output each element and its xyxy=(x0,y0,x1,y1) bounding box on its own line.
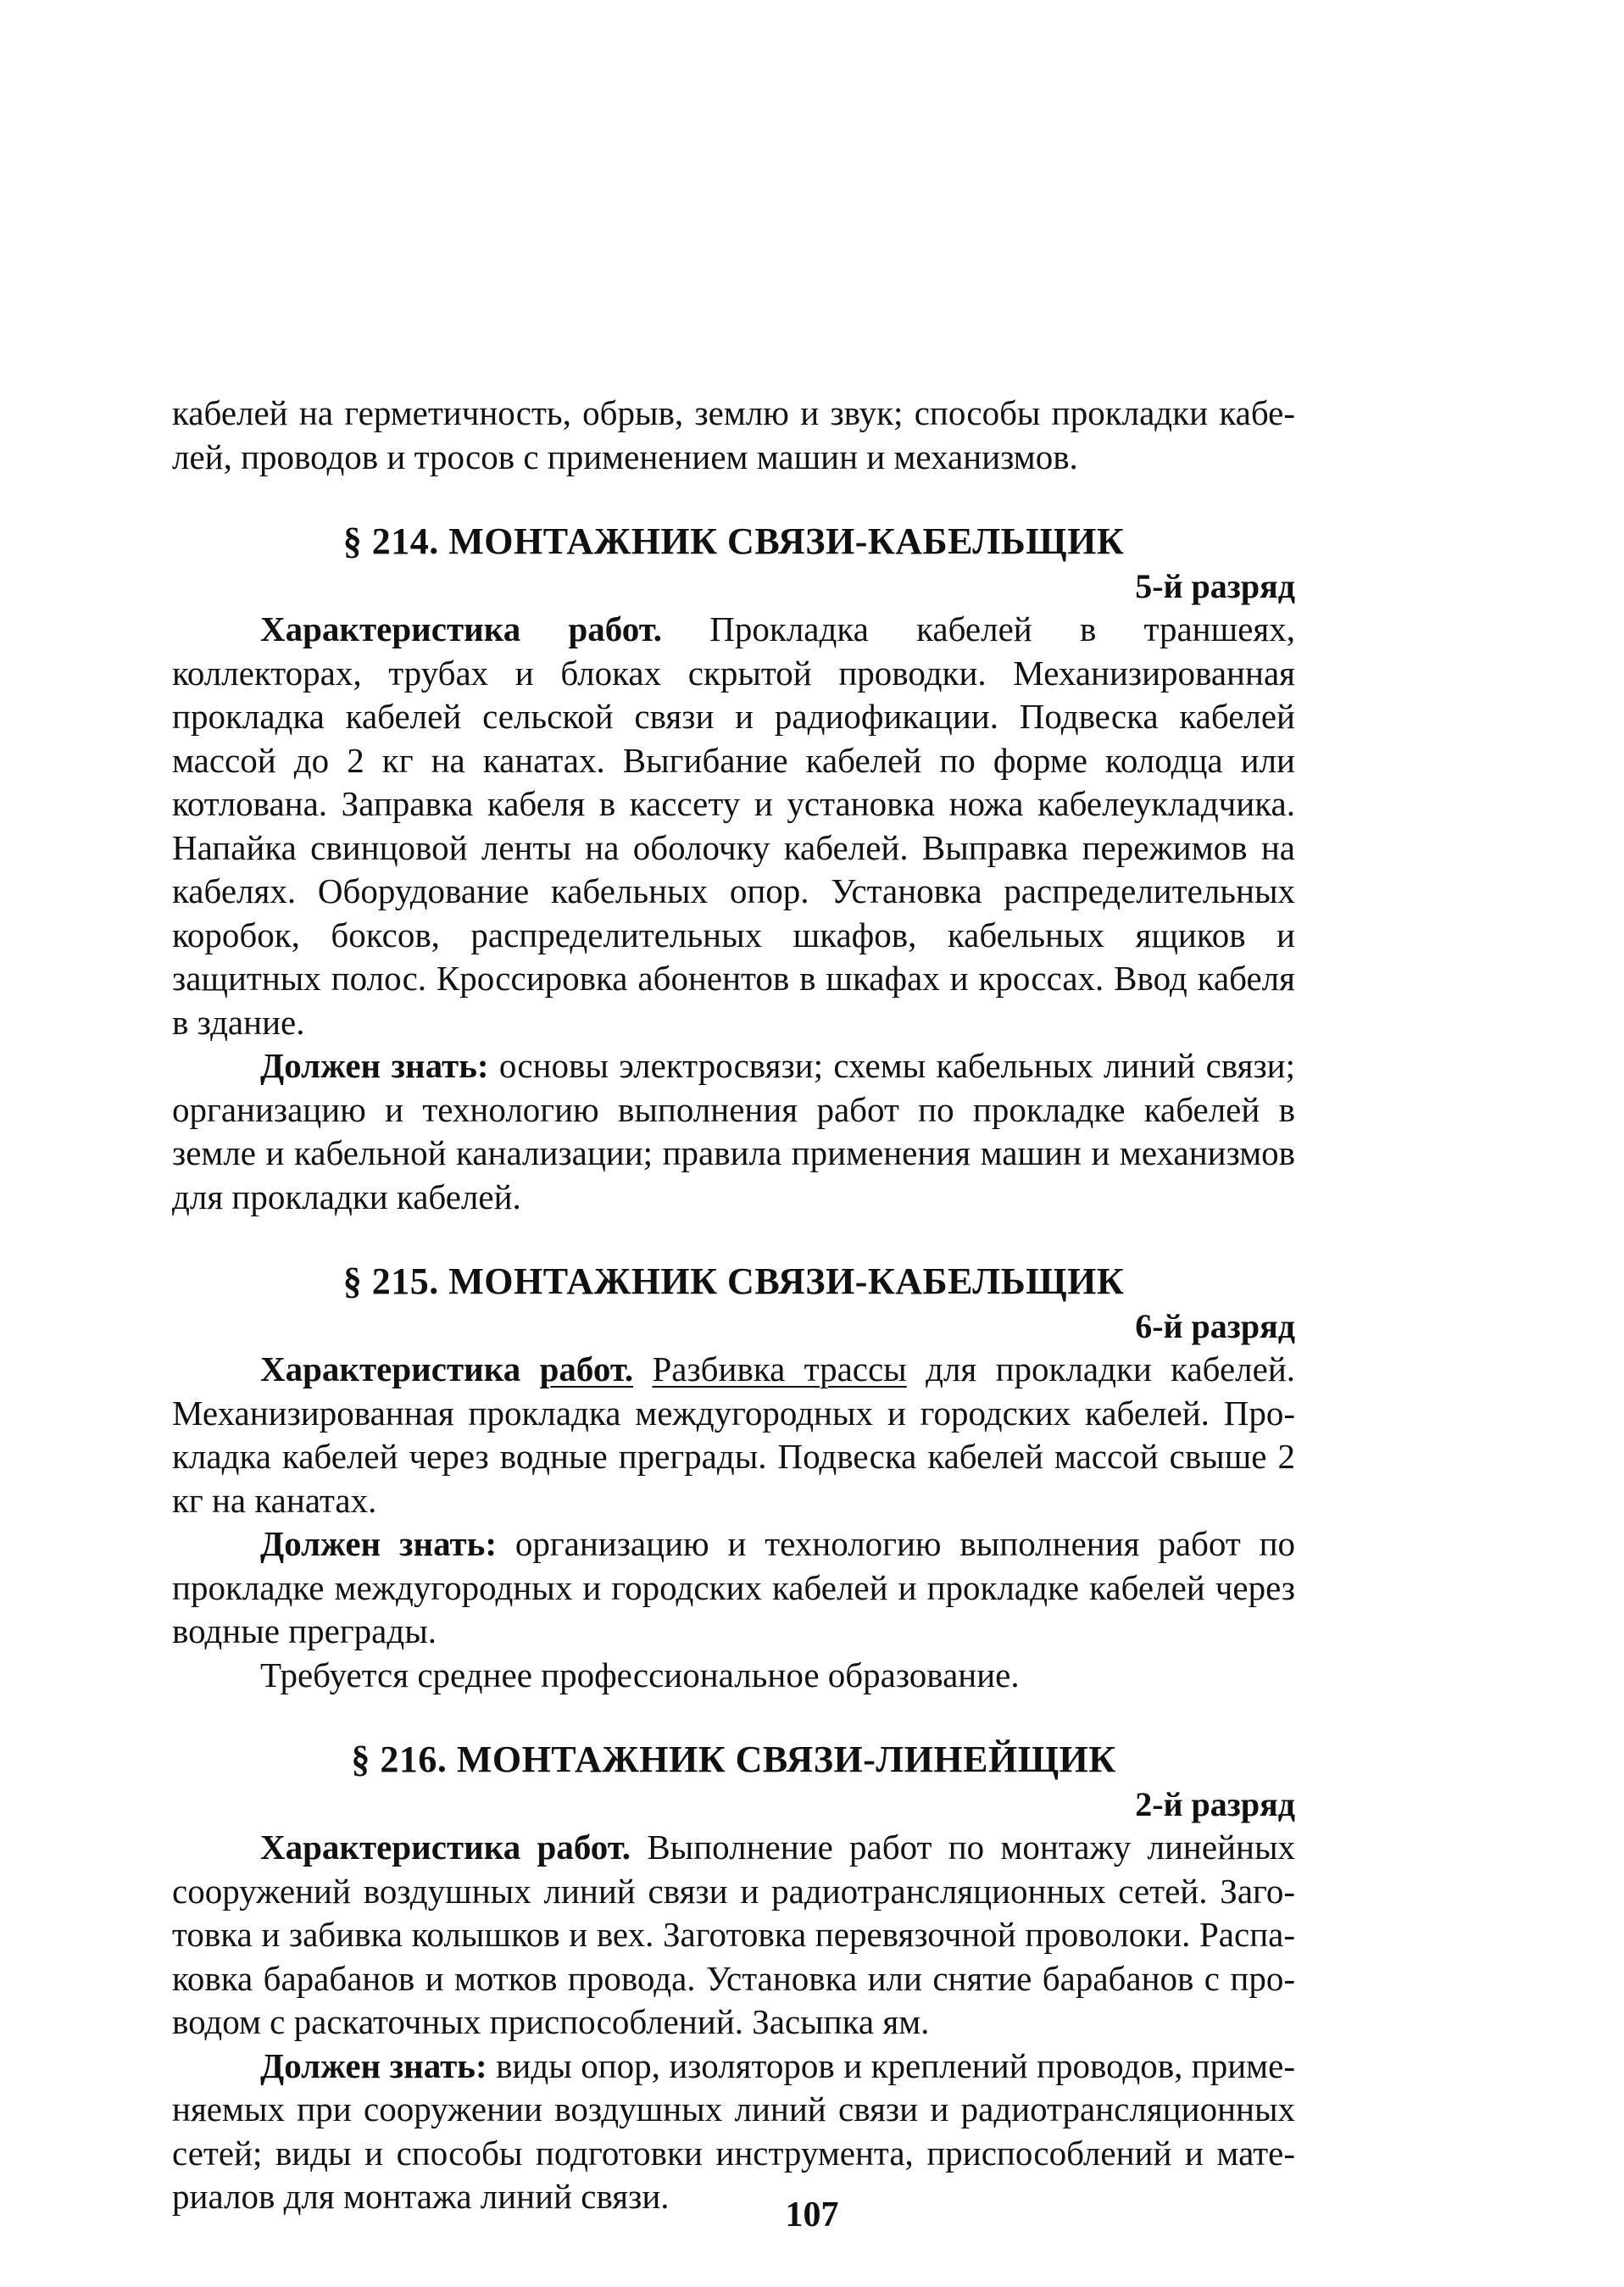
intro-paragraph: кабелей на герметичность, обрыв, землю и звук; способы прокладки кабелей, проводов и тросов с применением машин и механизмов. xyxy=(172,393,1295,476)
section-title: § 214. МОНТАЖНИК СВЯЗИ-КАБЕЛЬЩИК xyxy=(342,520,1125,562)
work-description xyxy=(172,608,1295,1044)
work-label: Характеристика xyxy=(260,1349,521,1388)
work-label: Характеристика работ. xyxy=(260,1828,631,1867)
knowledge-requirements xyxy=(172,1044,1295,1219)
know-text: виды опор, изоляторов и креплений проводов, применяемых при сооружении воздушных линий связи и радиотрансляционных сетей; виды и способы подготовки инструмента, приспособлений и материалов для монтажа линий связи. xyxy=(172,2045,1295,2216)
grade-label: 6-й разряд xyxy=(1135,1307,1295,1345)
section-216 xyxy=(172,1736,1295,2219)
grade-label: 2-й разряд xyxy=(1135,1785,1295,1823)
section-title: § 216. МОНТАЖНИК СВЯЗИ-ЛИНЕЙЩИК xyxy=(351,1739,1116,1780)
knowledge-requirements xyxy=(172,2045,1295,2219)
work-text: для прокладки кабелей. Механизированная прокладка междугородных и городских кабелей. Прокладка кабелей через водные преграды. Подвеска кабелей массой свыше 2 кг на канатах. xyxy=(172,1349,1296,1520)
work-text: Выполнение работ по монтажу линейных сооружений воздушных линий связи и радиотрансляционных сетей. Заготовка и забивка колышков и вех. Заготовка перевязочной проволоки. Распаковка барабанов и мотков провода. Установка или снятие барабанов с проводом с раскаточных приспособлений. Засыпка ям. xyxy=(172,1828,1295,2041)
know-label: Должен знать: xyxy=(260,1046,489,1085)
work-description xyxy=(172,1826,1295,2045)
work-label-underlined: работ. xyxy=(539,1349,634,1388)
work-description xyxy=(172,1348,1295,1522)
know-label: Должен знать: xyxy=(260,1524,498,1563)
know-text: организацию и технологию выполнения работ по прокладке междугородных и городских кабелей и прокладке кабелей через водные преграды. xyxy=(172,1524,1296,1650)
page-content xyxy=(172,392,1295,2219)
grade-label: 5-й разряд xyxy=(1135,567,1295,605)
section-215 xyxy=(172,1258,1295,1697)
section-214 xyxy=(172,518,1295,1219)
work-text-underlined: Разбивка трассы xyxy=(652,1349,907,1388)
work-text: Прокладка кабелей в траншеях, коллекторах, трубах и блоках скрытой проводки. Механизированная прокладка кабелей сельской связи и радиофикации. Подвеска кабелей массой до 2 кг на канатах. Выгибание кабелей по форме колодца или котлована. Заправка кабеля в кассету и установка ножа кабелеукладчика. Напайка свинцовой ленты на оболочку кабелей. Выправка пережимов на кабелях. Оборудование кабельных опор. Установка распределительных коробок, боксов, распределительных шкафов, кабельных ящиков и защитных полос. Кроссировка абонентов в шкафах и кроссах. Ввод кабеля в здание. xyxy=(172,609,1295,1042)
work-label: Характеристика работ. xyxy=(260,609,663,648)
page-number: 107 xyxy=(785,2195,839,2234)
know-text: основы электросвязи; схемы кабельных линий связи; организацию и технологию выполнения работ по прокладке кабелей в земле и кабельной канализации; правила применения машин и механизмов для прокладки кабелей. xyxy=(172,1046,1295,1216)
education-requirement: Требуется среднее профессиональное образование. xyxy=(260,1655,1020,1694)
know-label: Должен знать: xyxy=(260,2045,487,2085)
knowledge-requirements xyxy=(172,1522,1295,1654)
section-title: § 215. МОНТАЖНИК СВЯЗИ-КАБЕЛЬЩИК xyxy=(342,1260,1125,1302)
